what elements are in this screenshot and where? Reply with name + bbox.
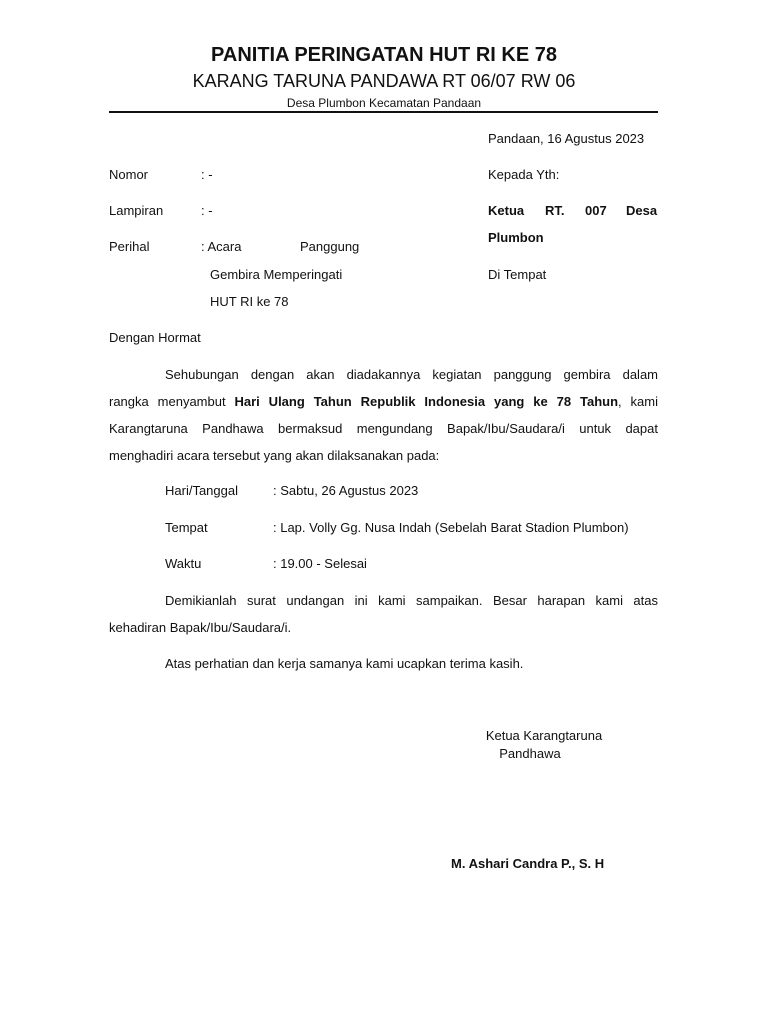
recipient-line1-d: Desa [626, 203, 658, 218]
recipient-line2: Plumbon [488, 230, 544, 245]
letter-title: PANITIA PERINGATAN HUT RI KE 78 [211, 44, 557, 66]
perihal-line3: HUT RI ke 78 [210, 294, 289, 309]
paragraph-2-line-2: kehadiran Bapak/Ibu/Saudara/i. [109, 620, 292, 635]
letter-subtitle: KARANG TARUNA PANDAWA RT 06/07 RW 06 [192, 71, 576, 91]
letter-date: Pandaan, 16 Agustus 2023 [488, 131, 645, 146]
paragraph-1-line-3: Karangtaruna Pandhawa bermaksud mengundang Bapak/Ibu/Saudara/i untuk dapat [109, 421, 658, 436]
recipient-line1-c: 007 [585, 203, 607, 218]
signature-role-line-1: Ketua Karangtaruna [485, 728, 603, 743]
perihal-line1-b: Panggung [300, 239, 360, 254]
recipient-place: Di Tempat [488, 267, 547, 282]
recipient-line1-a: Ketua [488, 203, 525, 218]
signature-role-line-2: Pandhawa [499, 746, 561, 761]
paragraph-1-line-2 [109, 394, 658, 409]
p1-line2-post: , kami [618, 394, 658, 409]
letter-address: Desa Plumbon Kecamatan Pandaan [286, 96, 482, 110]
event-place-label: Tempat [165, 520, 208, 535]
event-day-label: Hari/Tanggal [165, 483, 238, 498]
greeting: Dengan Hormat [109, 330, 201, 345]
nomor-value: : - [201, 167, 213, 182]
event-place-value: : Lap. Volly Gg. Nusa Indah (Sebelah Barat Stadion Plumbon) [273, 520, 629, 535]
paragraph-1-line-4: menghadiri acara tersebut yang akan dilaksanakan pada: [109, 448, 440, 463]
perihal-line1-a: : Acara [201, 239, 242, 254]
event-time-value: : 19.00 - Selesai [273, 556, 367, 571]
header-divider [109, 111, 658, 113]
recipient-kepada: Kepada Yth: [488, 167, 560, 182]
perihal-label: Perihal [109, 239, 150, 254]
signature-name: M. Ashari Candra P., S. H [451, 856, 605, 871]
paragraph-2-line-1: Demikianlah surat undangan ini kami sampaikan. Besar harapan kami atas [165, 593, 658, 608]
paragraph-3: Atas perhatian dan kerja samanya kami ucapkan terima kasih. [165, 656, 524, 671]
paragraph-1-line-1: Sehubungan dengan akan diadakannya kegiatan panggung gembira dalam [165, 367, 658, 382]
perihal-line2: Gembira Memperingati [210, 267, 343, 282]
p1-line2-bold: Hari Ulang Tahun Republik Indonesia yang ke 78 Tahun [234, 394, 619, 409]
event-time-label: Waktu [165, 556, 202, 571]
event-day-value: : Sabtu, 26 Agustus 2023 [273, 483, 419, 498]
recipient-line1-b: RT. [545, 203, 565, 218]
p1-line2-pre: rangka menyambut [109, 394, 226, 409]
lampiran-label: Lampiran [109, 203, 164, 218]
nomor-label: Nomor [109, 167, 149, 182]
lampiran-value: : - [201, 203, 213, 218]
